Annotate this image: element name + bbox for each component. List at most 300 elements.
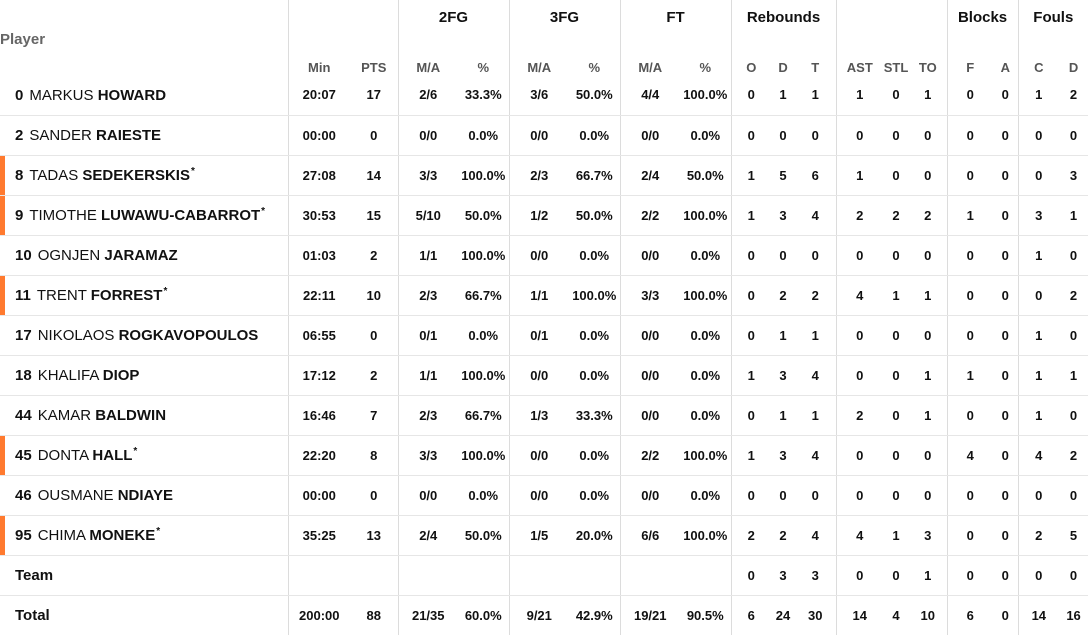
col-min[interactable]: Min — [288, 34, 350, 75]
stat-to: 0 — [909, 115, 947, 155]
stat-blk-f: 0 — [947, 235, 993, 275]
player-last-name: JARAMAZ — [104, 247, 178, 264]
player-row[interactable] — [0, 75, 1088, 115]
stat-fg3-pct: 0.0% — [569, 315, 620, 355]
stat-min — [288, 555, 350, 595]
stat-foul-c: 0 — [1018, 555, 1059, 595]
stat-fg3-pct: 0.0% — [569, 355, 620, 395]
stat-min: 22:11 — [288, 275, 350, 315]
stat-reb-d: 0 — [771, 235, 795, 275]
stat-reb-t: 1 — [795, 75, 836, 115]
player-row[interactable] — [0, 235, 1088, 275]
stat-ast: 0 — [836, 235, 883, 275]
stat-fg2-pct: 50.0% — [458, 195, 509, 235]
stat-to: 3 — [909, 515, 947, 555]
stat-fg2-ma: 0/0 — [398, 115, 458, 155]
player-first-name: OUSMANE — [37, 487, 114, 504]
player-first-name: CHIMA — [37, 527, 86, 544]
stat-reb-o: 0 — [731, 275, 771, 315]
player-number: 10 — [15, 247, 32, 264]
stat-blk-a: 0 — [993, 155, 1018, 195]
stat-blk-a: 0 — [993, 555, 1018, 595]
stat-blk-f: 6 — [947, 595, 993, 635]
stat-blk-a: 0 — [993, 235, 1018, 275]
stat-min: 27:08 — [288, 155, 350, 195]
stat-ast: 0 — [836, 475, 883, 515]
stat-reb-d: 0 — [771, 115, 795, 155]
stat-pts: 0 — [350, 115, 398, 155]
stat-reb-d: 24 — [775, 607, 791, 623]
stat-min: 22:20 — [288, 435, 350, 475]
stat-stl: 0 — [883, 395, 909, 435]
stat-fg3-ma: 1/3 — [509, 395, 569, 435]
player-row[interactable] — [0, 475, 1088, 515]
stat-fg3-pct: 50.0% — [569, 75, 620, 115]
col-blk-f[interactable]: F — [947, 34, 993, 75]
stat-ft-pct: 0.0% — [680, 315, 731, 355]
stat-stl: 4 — [892, 607, 900, 623]
stat-reb-o: 0 — [731, 475, 771, 515]
stat-ft-pct: 90.5% — [686, 607, 724, 623]
stat-ft-pct: 100.0% — [680, 435, 731, 475]
stat-fg2-ma: 3/3 — [398, 435, 458, 475]
stat-fg3-pct: 0.0% — [569, 475, 620, 515]
stat-reb-t: 4 — [795, 355, 836, 395]
player-row[interactable] — [0, 275, 1088, 315]
header-rebounds: Rebounds — [731, 0, 836, 34]
stat-foul-d: 2 — [1059, 435, 1088, 475]
stat-min: 20:07 — [288, 75, 350, 115]
col-stl[interactable]: STL — [883, 59, 909, 75]
stat-ft-ma — [620, 555, 680, 595]
starter-indicator — [0, 196, 5, 235]
stat-reb-t: 4 — [795, 195, 836, 235]
stat-fg2-pct: 100.0% — [458, 355, 509, 395]
stat-reb-t: 0 — [795, 115, 836, 155]
stat-fg3-ma — [509, 555, 569, 595]
stat-foul-c: 14 — [1018, 595, 1059, 635]
stat-fg2-ma: 0/0 — [398, 475, 458, 515]
stat-reb-d: 1 — [771, 75, 795, 115]
stat-to: 1 — [909, 395, 947, 435]
stat-blk-f: 1 — [947, 195, 993, 235]
stat-min: 16:46 — [288, 395, 350, 435]
stat-fg3-ma: 1/5 — [509, 515, 569, 555]
stat-fg3-pct: 100.0% — [569, 275, 620, 315]
stat-fg3-pct: 0.0% — [569, 115, 620, 155]
stat-stl: 1 — [883, 515, 909, 555]
col-3fg-ma[interactable]: M/A — [509, 34, 569, 75]
stat-ft-ma: 3/3 — [620, 275, 680, 315]
stat-pts: 10 — [350, 275, 398, 315]
player-last-name: NDIAYE — [117, 487, 174, 504]
stat-stl: 0 — [883, 435, 909, 475]
stat-ast: 0 — [836, 115, 883, 155]
col-blk-a[interactable]: A — [1000, 59, 1010, 75]
stat-pts: 14 — [350, 155, 398, 195]
stat-fg3-pct: 0.0% — [569, 235, 620, 275]
player-row[interactable] — [0, 395, 1088, 435]
stat-fg2-ma: 1/1 — [398, 355, 458, 395]
stat-min: 00:00 — [288, 475, 350, 515]
stat-ast: 1 — [836, 75, 883, 115]
stat-reb-t: 4 — [795, 435, 836, 475]
stat-fg2-ma: 21/35 — [398, 595, 458, 635]
team-row — [0, 555, 1088, 595]
starter-mark: * — [190, 166, 195, 177]
stat-reb-t: 2 — [795, 275, 836, 315]
col-foul-c[interactable]: C — [1018, 34, 1059, 75]
stat-fg3-ma: 1/2 — [509, 195, 569, 235]
stat-foul-d: 1 — [1059, 195, 1088, 235]
stat-blk-f: 4 — [947, 435, 993, 475]
stat-reb-d: 3 — [771, 555, 795, 595]
team-label: Team — [0, 555, 288, 595]
stat-ft-ma: 19/21 — [620, 595, 680, 635]
stat-pts: 2 — [350, 355, 398, 395]
stat-reb-o: 1 — [731, 155, 771, 195]
col-ft-pct[interactable]: % — [699, 59, 712, 75]
player-name-cell[interactable] — [0, 155, 288, 195]
stat-stl: 0 — [883, 355, 909, 395]
stat-blk-a: 0 — [993, 315, 1018, 355]
stat-foul-c: 2 — [1018, 515, 1059, 555]
stat-reb-o: 0 — [731, 395, 771, 435]
stat-blk-f: 0 — [947, 115, 993, 155]
stat-stl: 2 — [883, 195, 909, 235]
header-blank-group-2 — [836, 0, 947, 34]
stat-ft-ma: 2/2 — [620, 195, 680, 235]
stat-fg2-pct: 66.7% — [458, 395, 509, 435]
stat-ft-ma: 0/0 — [620, 115, 680, 155]
stat-reb-d: 3 — [771, 195, 795, 235]
stat-to: 0 — [909, 155, 947, 195]
player-row[interactable] — [0, 515, 1088, 555]
player-first-name: TIMOTHE — [29, 207, 97, 224]
header-group-row — [0, 0, 1088, 34]
header-ft: FT — [620, 0, 731, 34]
stat-ft-ma: 0/0 — [620, 475, 680, 515]
stat-min: 200:00 — [288, 595, 350, 635]
stat-fg3-pct: 50.0% — [569, 195, 620, 235]
player-row[interactable] — [0, 195, 1088, 235]
player-first-name: MARKUS — [29, 86, 94, 104]
stat-blk-a: 0 — [993, 475, 1018, 515]
stat-fg2-ma: 2/6 — [398, 75, 458, 115]
stat-reb-t: 0 — [795, 475, 836, 515]
player-column-header: Player — [0, 31, 46, 48]
player-name-cell[interactable] — [0, 475, 288, 515]
stat-reb-d: 3 — [771, 435, 795, 475]
stat-blk-a: 0 — [993, 355, 1018, 395]
player-first-name: KHALIFA — [37, 367, 99, 384]
stat-reb-o: 0 — [731, 315, 771, 355]
stat-ast: 4 — [836, 275, 883, 315]
stat-foul-c: 1 — [1018, 75, 1059, 115]
stat-min: 06:55 — [288, 315, 350, 355]
stat-fg2-ma — [398, 555, 458, 595]
stat-blk-f: 0 — [947, 515, 993, 555]
stat-ft-ma: 2/4 — [620, 155, 680, 195]
stat-to: 1 — [909, 355, 947, 395]
player-number: 2 — [15, 127, 24, 144]
player-number: 8 — [15, 167, 24, 184]
stat-ft-pct: 100.0% — [680, 75, 731, 115]
col-ast[interactable]: AST — [836, 34, 883, 75]
col-pts[interactable]: PTS — [361, 59, 387, 75]
stat-reb-o: 1 — [731, 195, 771, 235]
player-number: 0 — [15, 86, 24, 104]
player-name-cell[interactable] — [0, 395, 288, 435]
stat-stl: 0 — [883, 475, 909, 515]
player-last-name: BALDWIN — [95, 407, 167, 424]
stat-ft-pct: 100.0% — [680, 515, 731, 555]
stat-foul-d: 2 — [1059, 75, 1088, 115]
stat-foul-c: 4 — [1018, 435, 1059, 475]
stat-ast: 14 — [836, 595, 883, 635]
stat-blk-f: 0 — [947, 555, 993, 595]
stat-ast: 2 — [836, 395, 883, 435]
stat-to: 1 — [909, 75, 947, 115]
player-first-name: KAMAR — [37, 407, 92, 424]
stat-fg3-ma: 0/0 — [509, 235, 569, 275]
stat-ft-pct: 0.0% — [680, 395, 731, 435]
stat-fg2-ma: 2/3 — [398, 275, 458, 315]
stat-reb-t: 30 — [808, 607, 823, 623]
player-row[interactable] — [0, 435, 1088, 475]
stat-fg2-ma: 0/1 — [398, 315, 458, 355]
player-name-cell[interactable] — [0, 355, 288, 395]
stat-ft-pct: 100.0% — [680, 195, 731, 235]
player-last-name: ROGKAVOPOULOS — [118, 327, 259, 344]
header-blocks: Blocks — [947, 0, 1018, 34]
stat-reb-d: 2 — [771, 275, 795, 315]
player-last-name: FORREST — [90, 287, 163, 304]
col-reb-o[interactable]: O — [731, 34, 771, 75]
player-name-cell[interactable] — [0, 275, 288, 315]
col-ft-ma[interactable]: M/A — [620, 34, 680, 75]
stat-foul-d: 0 — [1059, 555, 1088, 595]
stat-pts — [350, 555, 398, 595]
stat-min: 35:25 — [288, 515, 350, 555]
stat-blk-f: 0 — [947, 155, 993, 195]
player-row[interactable] — [0, 315, 1088, 355]
starter-indicator — [0, 436, 5, 475]
player-first-name: DONTA — [37, 447, 89, 464]
header-blank-group — [288, 0, 398, 34]
stat-fg2-ma: 2/4 — [398, 515, 458, 555]
stat-foul-c: 1 — [1018, 235, 1059, 275]
stat-fg2-pct: 0.0% — [458, 315, 509, 355]
stat-fg3-pct: 20.0% — [569, 515, 620, 555]
stat-reb-o: 0 — [731, 235, 771, 275]
stat-pts: 88 — [366, 607, 381, 623]
starter-mark: * — [156, 526, 161, 537]
total-label: Total — [15, 606, 50, 624]
stat-blk-f: 0 — [947, 75, 993, 115]
stat-fg2-pct: 0.0% — [458, 115, 509, 155]
stat-fg2-pct: 66.7% — [458, 275, 509, 315]
player-row[interactable] — [0, 155, 1088, 195]
stat-reb-o: 6 — [731, 595, 771, 635]
stat-to: 10 — [920, 607, 935, 623]
stat-blk-a: 0 — [993, 195, 1018, 235]
stat-ast: 0 — [836, 315, 883, 355]
stat-fg3-ma: 2/3 — [509, 155, 569, 195]
starter-mark: * — [163, 286, 168, 297]
player-name-cell[interactable] — [0, 515, 288, 555]
player-first-name: TADAS — [29, 167, 79, 184]
player-name-cell[interactable] — [0, 435, 288, 475]
player-last-name: RAIESTE — [96, 127, 162, 144]
stat-foul-c: 3 — [1018, 195, 1059, 235]
stat-blk-a: 0 — [993, 115, 1018, 155]
stat-ft-ma: 6/6 — [620, 515, 680, 555]
stat-ft-pct: 0.0% — [680, 355, 731, 395]
stat-blk-f: 0 — [947, 275, 993, 315]
player-row[interactable] — [0, 115, 1088, 155]
col-2fg-pct[interactable]: % — [477, 59, 490, 75]
stat-fg3-pct: 0.0% — [569, 435, 620, 475]
player-first-name: NIKOLAOS — [37, 327, 115, 344]
col-reb-d[interactable]: D — [778, 59, 788, 75]
col-2fg-ma[interactable]: M/A — [398, 34, 458, 75]
stat-stl: 0 — [883, 315, 909, 355]
stat-pts: 0 — [350, 315, 398, 355]
stat-ft-ma: 0/0 — [620, 235, 680, 275]
stat-blk-a: 0 — [993, 435, 1018, 475]
stat-ft-pct — [680, 555, 731, 595]
player-number: 46 — [15, 487, 32, 504]
stat-blk-f: 0 — [947, 315, 993, 355]
stat-fg2-pct: 100.0% — [458, 435, 509, 475]
stat-fg2-ma: 3/3 — [398, 155, 458, 195]
stat-to: 2 — [909, 195, 947, 235]
stat-ft-ma: 0/0 — [620, 395, 680, 435]
stat-foul-c: 0 — [1018, 155, 1059, 195]
stat-fg3-pct: 42.9% — [575, 607, 613, 623]
stat-foul-c: 0 — [1018, 275, 1059, 315]
player-last-name: MONEKE — [89, 527, 156, 544]
stat-ft-pct: 100.0% — [680, 275, 731, 315]
player-row[interactable] — [0, 355, 1088, 395]
player-first-name: TRENT — [36, 287, 87, 304]
stat-reb-t: 4 — [795, 515, 836, 555]
player-last-name: HOWARD — [97, 86, 167, 104]
stat-to: 0 — [909, 435, 947, 475]
starter-indicator — [0, 276, 5, 315]
stat-pts: 13 — [350, 515, 398, 555]
stat-stl: 0 — [883, 75, 909, 115]
player-last-name: SEDEKERSKIS — [82, 167, 190, 184]
stat-blk-a: 0 — [993, 275, 1018, 315]
stat-reb-o: 0 — [731, 555, 771, 595]
stat-foul-d: 2 — [1059, 275, 1088, 315]
player-name-cell[interactable] — [0, 75, 288, 115]
stat-fg3-pct: 33.3% — [569, 395, 620, 435]
stat-fg2-pct: 50.0% — [458, 515, 509, 555]
player-first-name: SANDER — [29, 127, 92, 144]
player-number: 9 — [15, 207, 24, 224]
stat-ft-pct: 0.0% — [680, 235, 731, 275]
stat-pts: 8 — [350, 435, 398, 475]
stat-blk-a: 0 — [993, 515, 1018, 555]
stat-to: 1 — [909, 275, 947, 315]
stat-pts: 2 — [350, 235, 398, 275]
starter-indicator — [0, 516, 5, 555]
col-to[interactable]: TO — [918, 59, 937, 75]
stat-fg3-ma: 0/0 — [509, 475, 569, 515]
stat-fg3-ma: 0/1 — [509, 315, 569, 355]
stat-ast: 0 — [836, 355, 883, 395]
col-3fg-pct[interactable]: % — [588, 59, 601, 75]
starter-mark: * — [133, 446, 138, 457]
stat-min: 30:53 — [288, 195, 350, 235]
player-name-cell[interactable] — [0, 115, 288, 155]
player-name-cell[interactable] — [0, 315, 288, 355]
stat-fg2-pct: 33.3% — [458, 75, 509, 115]
stat-reb-o: 1 — [731, 355, 771, 395]
stat-reb-o: 0 — [731, 115, 771, 155]
stat-reb-d: 5 — [771, 155, 795, 195]
stat-min: 01:03 — [288, 235, 350, 275]
stat-foul-d: 0 — [1059, 395, 1088, 435]
player-name-cell[interactable] — [0, 235, 288, 275]
stat-foul-d: 1 — [1059, 355, 1088, 395]
stat-fg2-ma: 2/3 — [398, 395, 458, 435]
col-reb-t[interactable]: T — [811, 59, 820, 75]
player-last-name: LUWAWU-CABARROT — [101, 207, 261, 224]
stat-reb-t: 0 — [795, 235, 836, 275]
stat-foul-d: 0 — [1059, 475, 1088, 515]
stat-reb-d: 0 — [771, 475, 795, 515]
starter-indicator — [0, 156, 5, 195]
stat-blk-f: 1 — [947, 355, 993, 395]
stat-stl: 0 — [883, 115, 909, 155]
header-fouls: Fouls — [1018, 0, 1088, 34]
stat-fg3-ma: 0/0 — [509, 355, 569, 395]
stat-to: 1 — [909, 555, 947, 595]
stat-foul-d: 16 — [1066, 607, 1081, 623]
stat-reb-t: 6 — [795, 155, 836, 195]
stat-min: 17:12 — [288, 355, 350, 395]
stat-ast: 4 — [836, 515, 883, 555]
stat-fg2-pct: 100.0% — [458, 235, 509, 275]
player-number: 44 — [15, 407, 32, 424]
stat-foul-c: 1 — [1018, 355, 1059, 395]
player-first-name: OGNJEN — [37, 247, 101, 264]
player-number: 17 — [15, 327, 32, 344]
player-last-name: HALL — [92, 447, 133, 464]
stat-reb-t: 1 — [795, 315, 836, 355]
stat-ast: 1 — [836, 155, 883, 195]
col-foul-d[interactable]: D — [1068, 59, 1079, 75]
header-3fg: 3FG — [509, 0, 620, 34]
stat-fg2-pct: 0.0% — [458, 475, 509, 515]
stat-ft-pct: 0.0% — [680, 475, 731, 515]
player-number: 18 — [15, 367, 32, 384]
player-name-cell[interactable] — [0, 195, 288, 235]
stat-pts: 7 — [350, 395, 398, 435]
stat-fg2-pct — [458, 555, 509, 595]
stat-ast: 2 — [836, 195, 883, 235]
stat-fg2-ma: 1/1 — [398, 235, 458, 275]
stat-fg3-ma: 0/0 — [509, 115, 569, 155]
stat-reb-o: 2 — [731, 515, 771, 555]
stat-fg2-pct: 100.0% — [458, 155, 509, 195]
stat-fg3-pct: 66.7% — [569, 155, 620, 195]
stat-reb-t: 3 — [795, 555, 836, 595]
